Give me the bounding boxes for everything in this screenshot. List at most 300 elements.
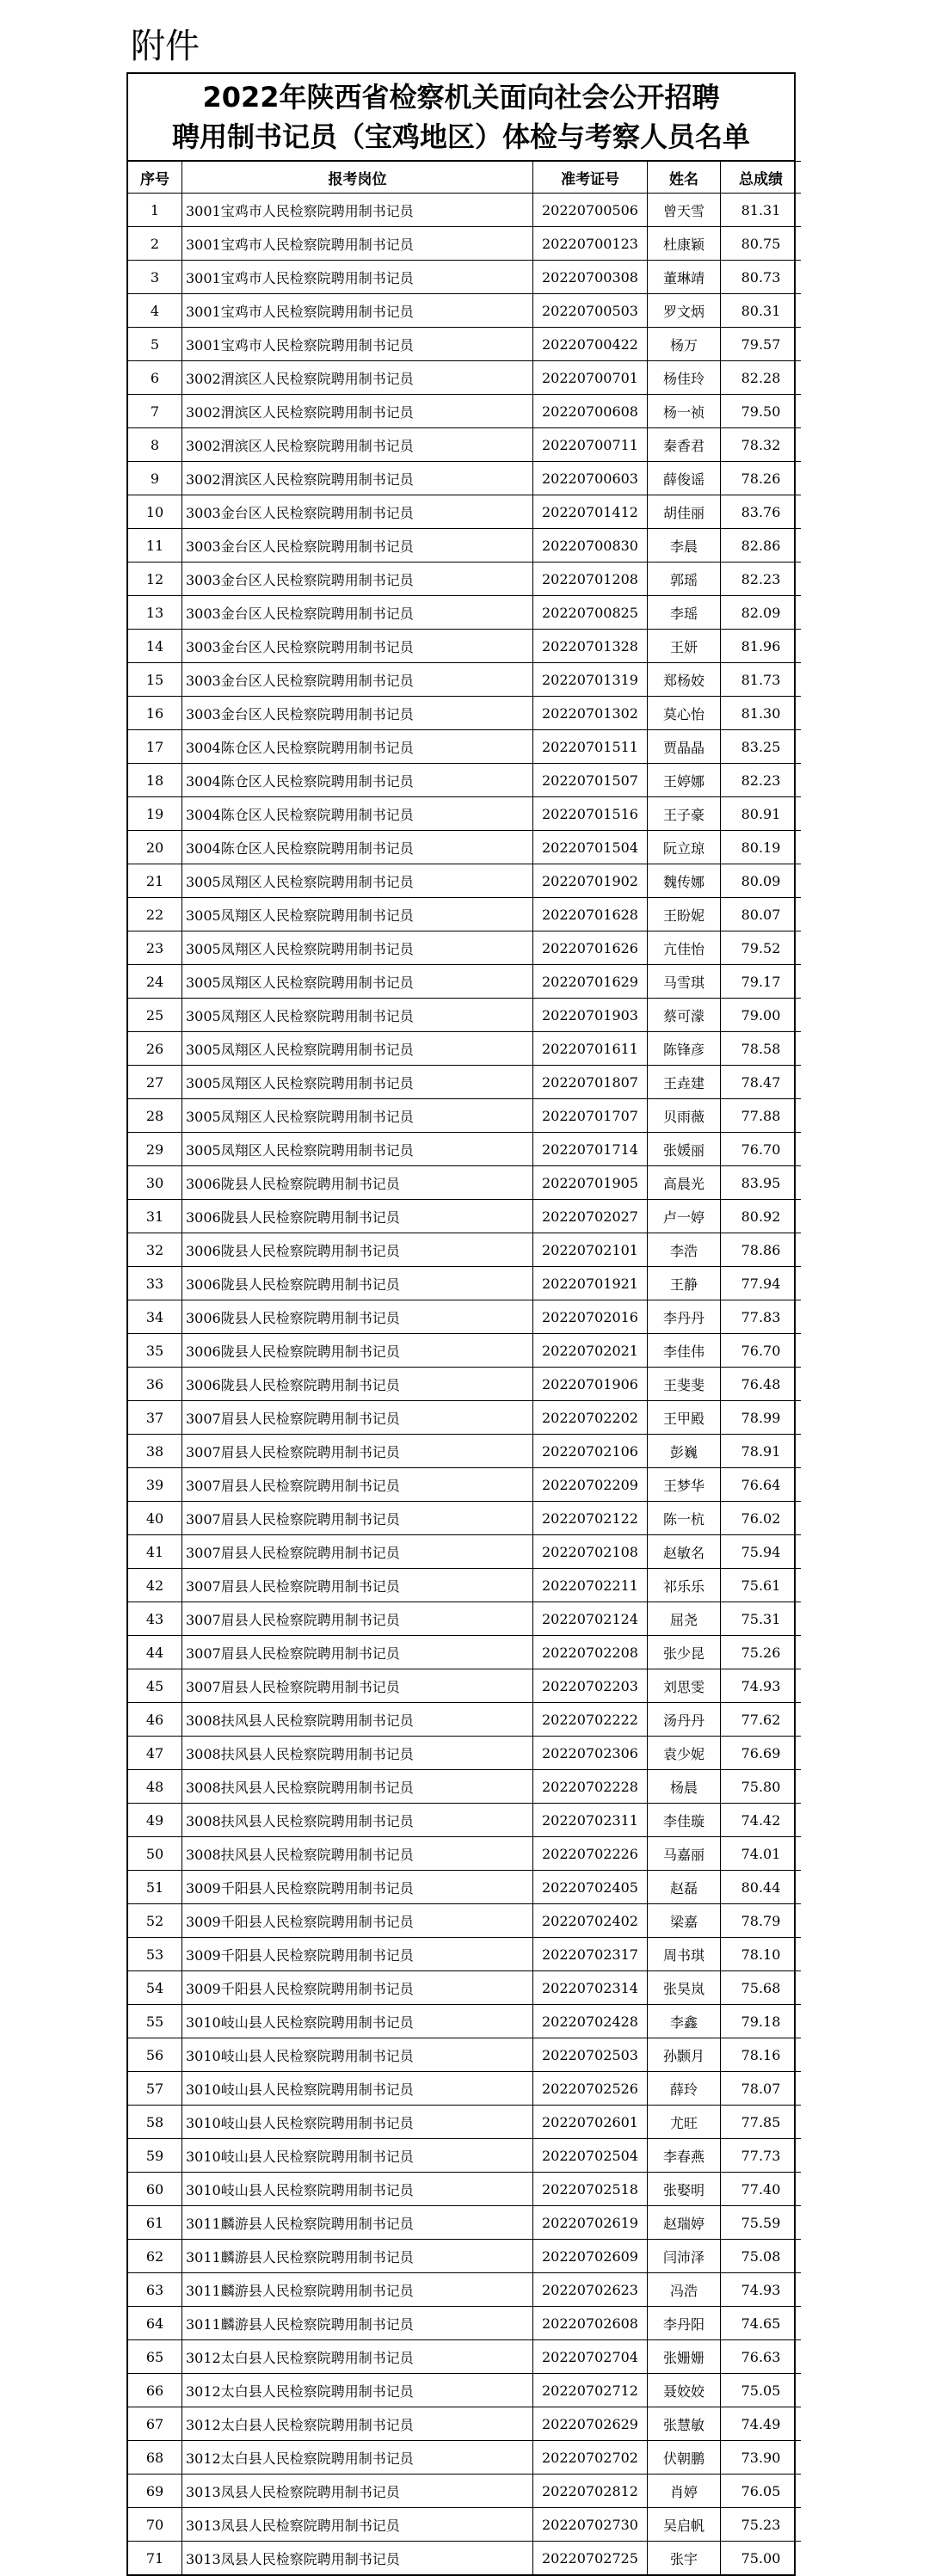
cell-position: 3009千阳县人民检察院聘用制书记员	[182, 1971, 533, 2005]
cell-score: 81.30	[721, 697, 802, 730]
cell-seq: 34	[128, 1300, 182, 1334]
cell-position: 3003金台区人民检察院聘用制书记员	[182, 697, 533, 730]
table-row	[128, 2340, 801, 2374]
cell-seq: 66	[128, 2374, 182, 2407]
cell-name: 马嘉丽	[648, 1837, 721, 1871]
cell-seq: 12	[128, 563, 182, 596]
cell-name: 张娶明	[648, 2173, 721, 2206]
cell-score: 76.70	[721, 1334, 802, 1368]
table-row	[128, 2240, 801, 2273]
cell-name: 李瑶	[648, 596, 721, 630]
cell-seq: 4	[128, 294, 182, 328]
cell-score: 79.17	[721, 965, 802, 999]
cell-name: 罗文炳	[648, 294, 721, 328]
cell-position: 3009千阳县人民检察院聘用制书记员	[182, 1871, 533, 1904]
cell-position: 3008扶风县人民检察院聘用制书记员	[182, 1804, 533, 1837]
cell-position: 3005凤翔区人民检察院聘用制书记员	[182, 1133, 533, 1166]
table-row	[128, 1334, 801, 1368]
cell-position: 3008扶风县人民检察院聘用制书记员	[182, 1703, 533, 1737]
cell-position: 3007眉县人民检察院聘用制书记员	[182, 1669, 533, 1703]
table-row	[128, 2508, 801, 2542]
cell-position: 3010岐山县人民检察院聘用制书记员	[182, 2139, 533, 2173]
cell-seq: 13	[128, 596, 182, 630]
cell-position: 3010岐山县人民检察院聘用制书记员	[182, 2005, 533, 2038]
cell-position: 3006陇县人民检察院聘用制书记员	[182, 1200, 533, 1233]
table-row	[128, 1401, 801, 1435]
cell-name: 闫沛泽	[648, 2240, 721, 2273]
cell-seq: 22	[128, 898, 182, 931]
cell-name: 阮立琼	[648, 831, 721, 864]
cell-position: 3008扶风县人民检察院聘用制书记员	[182, 1837, 533, 1871]
cell-score: 82.28	[721, 361, 802, 395]
cell-seq: 24	[128, 965, 182, 999]
cell-name: 屈尧	[648, 1602, 721, 1636]
cell-seq: 10	[128, 495, 182, 529]
cell-score: 78.16	[721, 2038, 802, 2072]
cell-score: 75.26	[721, 1636, 802, 1669]
cell-position: 3004陈仓区人民检察院聘用制书记员	[182, 764, 533, 797]
cell-score: 75.59	[721, 2206, 802, 2240]
cell-exam-id: 20220702311	[533, 1804, 648, 1837]
cell-exam-id: 20220702027	[533, 1200, 648, 1233]
cell-position: 3011麟游县人民检察院聘用制书记员	[182, 2273, 533, 2307]
cell-position: 3004陈仓区人民检察院聘用制书记员	[182, 797, 533, 831]
cell-score: 75.23	[721, 2508, 802, 2542]
cell-exam-id: 20220700608	[533, 395, 648, 428]
cell-seq: 51	[128, 1871, 182, 1904]
cell-exam-id: 20220701905	[533, 1166, 648, 1200]
cell-seq: 58	[128, 2106, 182, 2139]
cell-position: 3013凤县人民检察院聘用制书记员	[182, 2542, 533, 2575]
table-row	[128, 1535, 801, 1569]
table-row	[128, 1267, 801, 1300]
cell-score: 75.61	[721, 1569, 802, 1602]
cell-exam-id: 20220700603	[533, 462, 648, 495]
cell-seq: 38	[128, 1435, 182, 1468]
table-row	[128, 462, 801, 495]
table-row	[128, 1300, 801, 1334]
cell-score: 80.07	[721, 898, 802, 931]
cell-score: 76.05	[721, 2475, 802, 2508]
cell-seq: 3	[128, 261, 182, 294]
table-row	[128, 2441, 801, 2475]
cell-seq: 1	[128, 194, 182, 227]
cell-name: 陈一杭	[648, 1502, 721, 1535]
cell-score: 74.49	[721, 2407, 802, 2441]
cell-name: 马雪琪	[648, 965, 721, 999]
cell-score: 80.31	[721, 294, 802, 328]
cell-name: 赵瑞婷	[648, 2206, 721, 2240]
cell-exam-id: 20220701516	[533, 797, 648, 831]
cell-name: 胡佳丽	[648, 495, 721, 529]
cell-seq: 21	[128, 864, 182, 898]
cell-exam-id: 20220702504	[533, 2139, 648, 2173]
cell-exam-id: 20220702208	[533, 1636, 648, 1669]
cell-seq: 7	[128, 395, 182, 428]
cell-score: 77.83	[721, 1300, 802, 1334]
cell-seq: 15	[128, 663, 182, 697]
cell-position: 3007眉县人民检察院聘用制书记员	[182, 1636, 533, 1669]
cell-seq: 39	[128, 1468, 182, 1502]
cell-name: 王盼妮	[648, 898, 721, 931]
table-row	[128, 1166, 801, 1200]
table-row	[128, 1971, 801, 2005]
cell-exam-id: 20220702405	[533, 1871, 648, 1904]
cell-position: 3007眉县人民检察院聘用制书记员	[182, 1569, 533, 1602]
cell-score: 79.57	[721, 328, 802, 361]
header-position: 报考岗位	[182, 162, 533, 194]
cell-seq: 65	[128, 2340, 182, 2374]
title-line-1: 2022年陕西省检察机关面向社会公开招聘	[202, 81, 720, 114]
cell-position: 3007眉县人民检察院聘用制书记员	[182, 1502, 533, 1535]
cell-exam-id: 20220700308	[533, 261, 648, 294]
cell-position: 3005凤翔区人民检察院聘用制书记员	[182, 1032, 533, 1066]
cell-position: 3001宝鸡市人民检察院聘用制书记员	[182, 328, 533, 361]
cell-seq: 23	[128, 931, 182, 965]
cell-seq: 54	[128, 1971, 182, 2005]
cell-name: 王梦华	[648, 1468, 721, 1502]
table-row	[128, 2139, 801, 2173]
cell-seq: 41	[128, 1535, 182, 1569]
cell-score: 75.68	[721, 1971, 802, 2005]
cell-position: 3002渭滨区人民检察院聘用制书记员	[182, 361, 533, 395]
cell-exam-id: 20220702526	[533, 2072, 648, 2106]
cell-exam-id: 20220701906	[533, 1368, 648, 1401]
table-row	[128, 194, 801, 227]
cell-exam-id: 20220700422	[533, 328, 648, 361]
cell-position: 3007眉县人民检察院聘用制书记员	[182, 1602, 533, 1636]
cell-name: 卢一婷	[648, 1200, 721, 1233]
cell-position: 3001宝鸡市人民检察院聘用制书记员	[182, 261, 533, 294]
cell-seq: 59	[128, 2139, 182, 2173]
cell-exam-id: 20220701903	[533, 999, 648, 1032]
cell-seq: 61	[128, 2206, 182, 2240]
cell-score: 80.92	[721, 1200, 802, 1233]
cell-exam-id: 20220702428	[533, 2005, 648, 2038]
cell-score: 77.85	[721, 2106, 802, 2139]
table-row	[128, 1904, 801, 1938]
cell-exam-id: 20220702402	[533, 1904, 648, 1938]
cell-score: 77.62	[721, 1703, 802, 1737]
cell-seq: 40	[128, 1502, 182, 1535]
cell-position: 3005凤翔区人民检察院聘用制书记员	[182, 1099, 533, 1133]
cell-name: 杨万	[648, 328, 721, 361]
cell-name: 张少昆	[648, 1636, 721, 1669]
document-title	[128, 74, 794, 161]
table-row	[128, 2374, 801, 2407]
cell-name: 蔡可濛	[648, 999, 721, 1032]
cell-position: 3010岐山县人民检察院聘用制书记员	[182, 2038, 533, 2072]
cell-name: 赵磊	[648, 1871, 721, 1904]
table-row	[128, 328, 801, 361]
cell-exam-id: 20220701504	[533, 831, 648, 864]
cell-position: 3001宝鸡市人民检察院聘用制书记员	[182, 294, 533, 328]
header-score: 总成绩	[721, 162, 802, 194]
cell-position: 3008扶风县人民检察院聘用制书记员	[182, 1770, 533, 1804]
annex-label: 附件	[131, 27, 200, 66]
table-row	[128, 596, 801, 630]
cell-score: 78.26	[721, 462, 802, 495]
cell-exam-id: 20220702601	[533, 2106, 648, 2139]
cell-exam-id: 20220702619	[533, 2206, 648, 2240]
cell-exam-id: 20220702122	[533, 1502, 648, 1535]
cell-exam-id: 20220702812	[533, 2475, 648, 2508]
cell-name: 孙颢月	[648, 2038, 721, 2072]
cell-position: 3003金台区人民检察院聘用制书记员	[182, 596, 533, 630]
cell-position: 3005凤翔区人民检察院聘用制书记员	[182, 898, 533, 931]
title-line-2: 聘用制书记员（宝鸡地区）体检与考察人员名单	[171, 120, 750, 153]
cell-seq: 50	[128, 1837, 182, 1871]
cell-score: 78.86	[721, 1233, 802, 1267]
cell-score: 75.80	[721, 1770, 802, 1804]
cell-name: 祁乐乐	[648, 1569, 721, 1602]
table-row	[128, 1066, 801, 1099]
cell-exam-id: 20220702211	[533, 1569, 648, 1602]
cell-exam-id: 20220702016	[533, 1300, 648, 1334]
cell-score: 81.96	[721, 630, 802, 663]
table-row	[128, 294, 801, 328]
cell-seq: 19	[128, 797, 182, 831]
cell-seq: 62	[128, 2240, 182, 2273]
cell-seq: 52	[128, 1904, 182, 1938]
cell-position: 3011麟游县人民检察院聘用制书记员	[182, 2240, 533, 2273]
cell-score: 79.50	[721, 395, 802, 428]
cell-score: 83.25	[721, 730, 802, 764]
table-row	[128, 999, 801, 1032]
cell-score: 79.00	[721, 999, 802, 1032]
cell-exam-id: 20220702608	[533, 2307, 648, 2340]
cell-name: 李丹丹	[648, 1300, 721, 1334]
cell-name: 肖婷	[648, 2475, 721, 2508]
cell-name: 王斐斐	[648, 1368, 721, 1401]
header-name: 姓名	[648, 162, 721, 194]
cell-score: 78.79	[721, 1904, 802, 1938]
table-row	[128, 1804, 801, 1837]
table-row	[128, 1602, 801, 1636]
cell-exam-id: 20220701208	[533, 563, 648, 596]
table-row	[128, 1770, 801, 1804]
table-row	[128, 1099, 801, 1133]
cell-name: 王甲殿	[648, 1401, 721, 1435]
cell-score: 81.31	[721, 194, 802, 227]
cell-seq: 49	[128, 1804, 182, 1837]
cell-position: 3006陇县人民检察院聘用制书记员	[182, 1300, 533, 1334]
cell-name: 高晨光	[648, 1166, 721, 1200]
cell-name: 曾天雪	[648, 194, 721, 227]
cell-seq: 56	[128, 2038, 182, 2072]
table-row	[128, 1569, 801, 1602]
cell-seq: 48	[128, 1770, 182, 1804]
cell-name: 郑杨姣	[648, 663, 721, 697]
cell-name: 吴启帆	[648, 2508, 721, 2542]
table-row	[128, 663, 801, 697]
cell-exam-id: 20220701507	[533, 764, 648, 797]
cell-name: 彭巍	[648, 1435, 721, 1468]
cell-seq: 70	[128, 2508, 182, 2542]
table-row	[128, 864, 801, 898]
cell-seq: 69	[128, 2475, 182, 2508]
cell-score: 75.31	[721, 1602, 802, 1636]
table-row	[128, 428, 801, 462]
table-row	[128, 1200, 801, 1233]
cell-exam-id: 20220700123	[533, 227, 648, 261]
table-row	[128, 1938, 801, 1971]
cell-seq: 32	[128, 1233, 182, 1267]
cell-seq: 45	[128, 1669, 182, 1703]
cell-position: 3006陇县人民检察院聘用制书记员	[182, 1334, 533, 1368]
cell-exam-id: 20220700830	[533, 529, 648, 563]
cell-name: 李浩	[648, 1233, 721, 1267]
table-row	[128, 764, 801, 797]
cell-name: 李鑫	[648, 2005, 721, 2038]
cell-position: 3008扶风县人民检察院聘用制书记员	[182, 1737, 533, 1770]
table-header-row	[128, 162, 801, 194]
cell-exam-id: 20220702704	[533, 2340, 648, 2374]
cell-position: 3003金台区人民检察院聘用制书记员	[182, 529, 533, 563]
table-row	[128, 2475, 801, 2508]
cell-score: 75.00	[721, 2542, 802, 2575]
cell-score: 74.65	[721, 2307, 802, 2340]
cell-seq: 35	[128, 1334, 182, 1368]
cell-exam-id: 20220701629	[533, 965, 648, 999]
cell-seq: 18	[128, 764, 182, 797]
cell-exam-id: 20220701921	[533, 1267, 648, 1300]
cell-position: 3010岐山县人民检察院聘用制书记员	[182, 2173, 533, 2206]
table-row	[128, 2407, 801, 2441]
cell-seq: 2	[128, 227, 182, 261]
cell-seq: 53	[128, 1938, 182, 1971]
table-body	[128, 194, 801, 2575]
cell-exam-id: 20220702317	[533, 1938, 648, 1971]
cell-position: 3011麟游县人民检察院聘用制书记员	[182, 2206, 533, 2240]
cell-exam-id: 20220702021	[533, 1334, 648, 1368]
cell-score: 83.95	[721, 1166, 802, 1200]
table-row	[128, 1636, 801, 1669]
cell-name: 张宇	[648, 2542, 721, 2575]
table-row	[128, 2106, 801, 2139]
candidate-table	[128, 161, 801, 2574]
cell-position: 3002渭滨区人民检察院聘用制书记员	[182, 428, 533, 462]
cell-exam-id: 20220701412	[533, 495, 648, 529]
cell-position: 3007眉县人民检察院聘用制书记员	[182, 1535, 533, 1569]
cell-score: 75.05	[721, 2374, 802, 2407]
cell-exam-id: 20220701707	[533, 1099, 648, 1133]
table-row	[128, 563, 801, 596]
cell-name: 王妍	[648, 630, 721, 663]
cell-score: 80.44	[721, 1871, 802, 1904]
table-row	[128, 1032, 801, 1066]
cell-exam-id: 20220701328	[533, 630, 648, 663]
table-row	[128, 1871, 801, 1904]
cell-seq: 28	[128, 1099, 182, 1133]
table-row	[128, 529, 801, 563]
cell-exam-id: 20220701626	[533, 931, 648, 965]
cell-position: 3005凤翔区人民检察院聘用制书记员	[182, 931, 533, 965]
cell-position: 3012太白县人民检察院聘用制书记员	[182, 2407, 533, 2441]
cell-position: 3007眉县人民检察院聘用制书记员	[182, 1435, 533, 1468]
cell-name: 汤丹丹	[648, 1703, 721, 1737]
cell-score: 80.75	[721, 227, 802, 261]
table-row	[128, 2038, 801, 2072]
cell-seq: 6	[128, 361, 182, 395]
cell-name: 尤旺	[648, 2106, 721, 2139]
cell-position: 3005凤翔区人民检察院聘用制书记员	[182, 965, 533, 999]
table-row	[128, 797, 801, 831]
cell-score: 74.93	[721, 2273, 802, 2307]
cell-score: 82.86	[721, 529, 802, 563]
cell-seq: 44	[128, 1636, 182, 1669]
cell-name: 郭瑶	[648, 563, 721, 596]
cell-exam-id: 20220701319	[533, 663, 648, 697]
cell-seq: 63	[128, 2273, 182, 2307]
cell-seq: 16	[128, 697, 182, 730]
cell-exam-id: 20220701714	[533, 1133, 648, 1166]
cell-name: 陈锋彦	[648, 1032, 721, 1066]
cell-name: 伏朝鹏	[648, 2441, 721, 2475]
cell-exam-id: 20220702609	[533, 2240, 648, 2273]
cell-score: 78.32	[721, 428, 802, 462]
cell-score: 77.73	[721, 2139, 802, 2173]
cell-name: 张慧敏	[648, 2407, 721, 2441]
cell-exam-id: 20220702725	[533, 2542, 648, 2575]
cell-position: 3011麟游县人民检察院聘用制书记员	[182, 2307, 533, 2340]
cell-exam-id: 20220702108	[533, 1535, 648, 1569]
cell-exam-id: 20220702228	[533, 1770, 648, 1804]
cell-score: 80.19	[721, 831, 802, 864]
cell-seq: 17	[128, 730, 182, 764]
table-row	[128, 2173, 801, 2206]
cell-score: 78.10	[721, 1938, 802, 1971]
table-row	[128, 1435, 801, 1468]
cell-score: 74.93	[721, 1669, 802, 1703]
cell-name: 冯浩	[648, 2273, 721, 2307]
cell-seq: 31	[128, 1200, 182, 1233]
cell-name: 王子豪	[648, 797, 721, 831]
cell-name: 杜康颖	[648, 227, 721, 261]
cell-seq: 71	[128, 2542, 182, 2575]
cell-exam-id: 20220702203	[533, 1669, 648, 1703]
cell-exam-id: 20220702222	[533, 1703, 648, 1737]
cell-score: 75.08	[721, 2240, 802, 2273]
cell-exam-id: 20220701611	[533, 1032, 648, 1066]
cell-name: 李佳伟	[648, 1334, 721, 1368]
cell-seq: 5	[128, 328, 182, 361]
table-row	[128, 697, 801, 730]
cell-position: 3006陇县人民检察院聘用制书记员	[182, 1267, 533, 1300]
cell-score: 73.90	[721, 2441, 802, 2475]
table-row	[128, 395, 801, 428]
table-row	[128, 1468, 801, 1502]
cell-exam-id: 20220702503	[533, 2038, 648, 2072]
cell-exam-id: 20220700711	[533, 428, 648, 462]
cell-name: 聂姣姣	[648, 2374, 721, 2407]
cell-score: 74.01	[721, 1837, 802, 1871]
table-row	[128, 2005, 801, 2038]
cell-score: 79.18	[721, 2005, 802, 2038]
cell-position: 3007眉县人民检察院聘用制书记员	[182, 1401, 533, 1435]
cell-position: 3002渭滨区人民检察院聘用制书记员	[182, 395, 533, 428]
table-row	[128, 898, 801, 931]
cell-score: 80.09	[721, 864, 802, 898]
cell-seq: 37	[128, 1401, 182, 1435]
candidate-list-sheet	[126, 72, 796, 2576]
table-row	[128, 2072, 801, 2106]
cell-seq: 33	[128, 1267, 182, 1300]
cell-exam-id: 20220702623	[533, 2273, 648, 2307]
cell-name: 亢佳怡	[648, 931, 721, 965]
cell-score: 80.73	[721, 261, 802, 294]
cell-exam-id: 20220702226	[533, 1837, 648, 1871]
